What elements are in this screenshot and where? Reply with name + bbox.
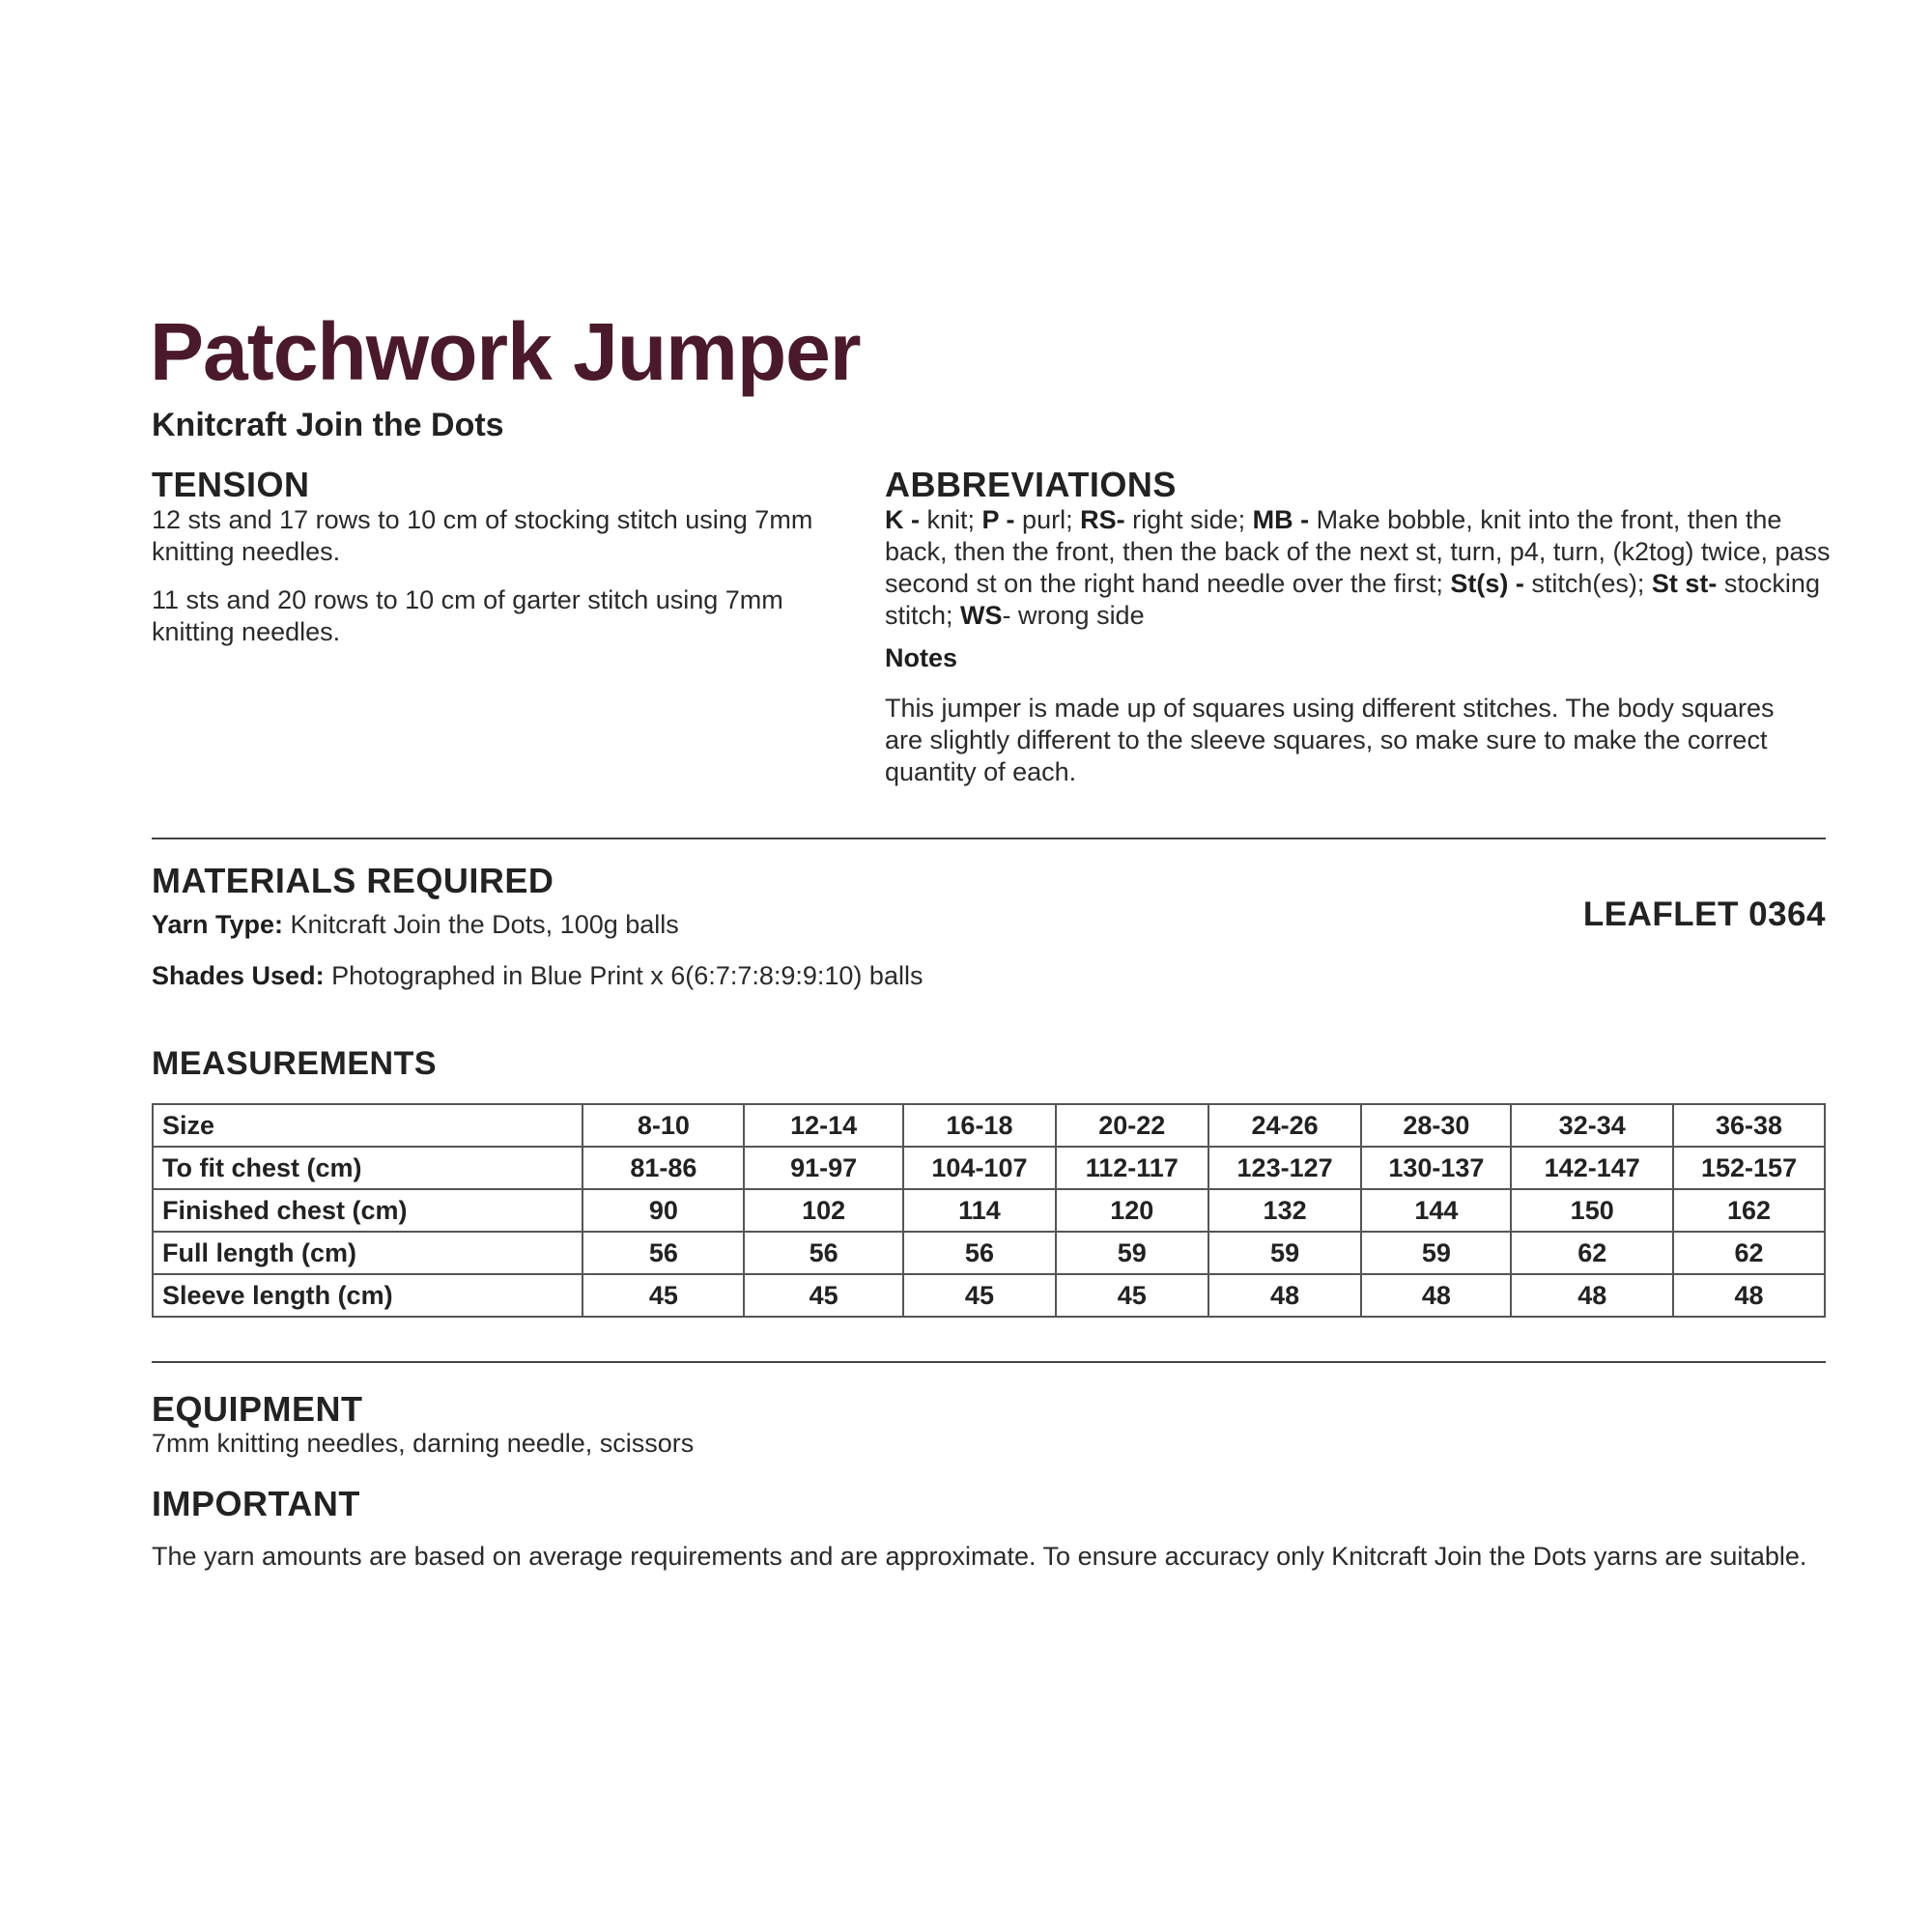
table-cell: 162	[1673, 1189, 1825, 1232]
measurements-heading: MEASUREMENTS	[152, 1045, 438, 1082]
table-cell: 36-38	[1673, 1104, 1825, 1147]
materials-heading: MATERIALS REQUIRED	[152, 861, 554, 900]
table-cell: 59	[1361, 1232, 1511, 1274]
table-cell: 91-97	[744, 1147, 903, 1189]
notes-text: This jumper is made up of squares using different stitches. The body squares are slightly different to the sleeve squares, so make sure to make the correct quantity of each.	[885, 694, 1775, 786]
measurements-table	[152, 1103, 1826, 1318]
table-cell: 48	[1511, 1274, 1673, 1317]
abbr-term: WS	[960, 601, 1003, 630]
shades-used-line	[152, 960, 1214, 992]
tension-section	[152, 504, 847, 648]
table-cell: 48	[1361, 1274, 1511, 1317]
table-cell: 45	[744, 1274, 903, 1317]
yarn-type-line	[152, 909, 1214, 941]
table-cell: 16-18	[903, 1104, 1056, 1147]
abbr-term: St(s) -	[1450, 569, 1524, 598]
yarn-type-label: Yarn Type:	[152, 910, 284, 939]
tension-paragraph: 12 sts and 17 rows to 10 cm of stocking stitch using 7mm knitting needles.	[152, 505, 813, 566]
important-heading: IMPORTANT	[152, 1484, 360, 1523]
table-cell: 59	[1208, 1232, 1362, 1274]
table-cell: 24-26	[1208, 1104, 1362, 1147]
table-cell: 48	[1208, 1274, 1362, 1317]
table-row-size	[153, 1104, 1825, 1147]
table-cell: 144	[1361, 1189, 1511, 1232]
row-label: Size	[153, 1104, 582, 1147]
equipment-heading: EQUIPMENT	[152, 1389, 363, 1429]
abbr-term: St st-	[1651, 569, 1718, 598]
table-cell: 59	[1056, 1232, 1208, 1274]
abbr-definition: right side;	[1124, 505, 1253, 534]
table-cell: 56	[744, 1232, 903, 1274]
abbr-definition: stocking stitch;	[885, 569, 1820, 630]
table-cell: 102	[744, 1189, 903, 1232]
table-cell: 56	[582, 1232, 744, 1274]
table-cell: 32-34	[1511, 1104, 1673, 1147]
shades-used-label: Shades Used:	[152, 961, 325, 990]
table-cell: 114	[903, 1189, 1056, 1232]
tension-paragraph: 11 sts and 20 rows to 10 cm of garter stitch using 7mm knitting needles.	[152, 585, 783, 646]
yarn-type-value: Knitcraft Join the Dots, 100g balls	[283, 910, 679, 939]
tension-heading: TENSION	[152, 465, 310, 504]
shades-used-value: Photographed in Blue Print x 6(6:7:7:8:9:9:10) balls	[324, 961, 923, 990]
table-cell: 62	[1673, 1232, 1825, 1274]
table-cell: 45	[1056, 1274, 1208, 1317]
table-cell: 90	[582, 1189, 744, 1232]
table-cell: 142-147	[1511, 1147, 1673, 1189]
table-cell: 152-157	[1673, 1147, 1825, 1189]
abbreviations-text	[885, 504, 1836, 632]
table-cell: 8-10	[582, 1104, 744, 1147]
row-label: Sleeve length (cm)	[153, 1274, 582, 1317]
abbr-definition: - wrong side	[1002, 601, 1145, 630]
table-cell: 132	[1208, 1189, 1362, 1232]
abbreviations-heading: ABBREVIATIONS	[885, 465, 1177, 504]
table-cell: 120	[1056, 1189, 1208, 1232]
abbr-definition: stitch(es);	[1523, 569, 1652, 598]
row-label: To fit chest (cm)	[153, 1147, 582, 1189]
table-cell: 104-107	[903, 1147, 1056, 1189]
row-label: Finished chest (cm)	[153, 1189, 582, 1232]
table-cell: 45	[903, 1274, 1056, 1317]
notes-heading: Notes	[885, 643, 958, 672]
page-subtitle: Knitcraft Join the Dots	[152, 407, 504, 443]
table-cell: 130-137	[1361, 1147, 1511, 1189]
table-cell: 48	[1673, 1274, 1825, 1317]
abbr-term: RS-	[1080, 505, 1125, 534]
table-cell: 56	[903, 1232, 1056, 1274]
abbr-term: MB -	[1252, 505, 1310, 534]
abbr-definition: knit;	[920, 505, 982, 534]
table-cell: 81-86	[582, 1147, 744, 1189]
table-row-full-length	[153, 1232, 1825, 1274]
table-cell: 150	[1511, 1189, 1673, 1232]
table-cell: 12-14	[744, 1104, 903, 1147]
page-title: Patchwork Jumper	[150, 306, 861, 397]
table-cell: 28-30	[1361, 1104, 1511, 1147]
table-cell: 112-117	[1056, 1147, 1208, 1189]
table-cell: 45	[582, 1274, 744, 1317]
important-text: The yarn amounts are based on average requirements and are approximate. To ensure accuracy only Knitcraft Join the Dots yarns are suitable.	[152, 1542, 1807, 1571]
table-cell: 123-127	[1208, 1147, 1362, 1189]
abbr-definition: purl;	[1014, 505, 1081, 534]
table-row-to-fit-chest	[153, 1147, 1825, 1189]
table-cell: 20-22	[1056, 1104, 1208, 1147]
table-row-finished-chest	[153, 1189, 1825, 1232]
equipment-text: 7mm knitting needles, darning needle, scissors	[152, 1429, 695, 1458]
section-divider	[152, 838, 1826, 839]
section-divider	[152, 1361, 1826, 1363]
abbr-term: K -	[885, 505, 920, 534]
leaflet-number: LEAFLET 0364	[1582, 895, 1826, 933]
abbr-term: P -	[981, 505, 1015, 534]
table-row-sleeve-length	[153, 1274, 1825, 1317]
table-cell: 62	[1511, 1232, 1673, 1274]
abbr-definition: Make bobble, knit into the front, then the back, then the front, then the back of the next st, turn, p4, turn, (k2tog) twice, pass second st on the right hand needle over the first;	[885, 505, 1831, 598]
row-label: Full length (cm)	[153, 1232, 582, 1274]
